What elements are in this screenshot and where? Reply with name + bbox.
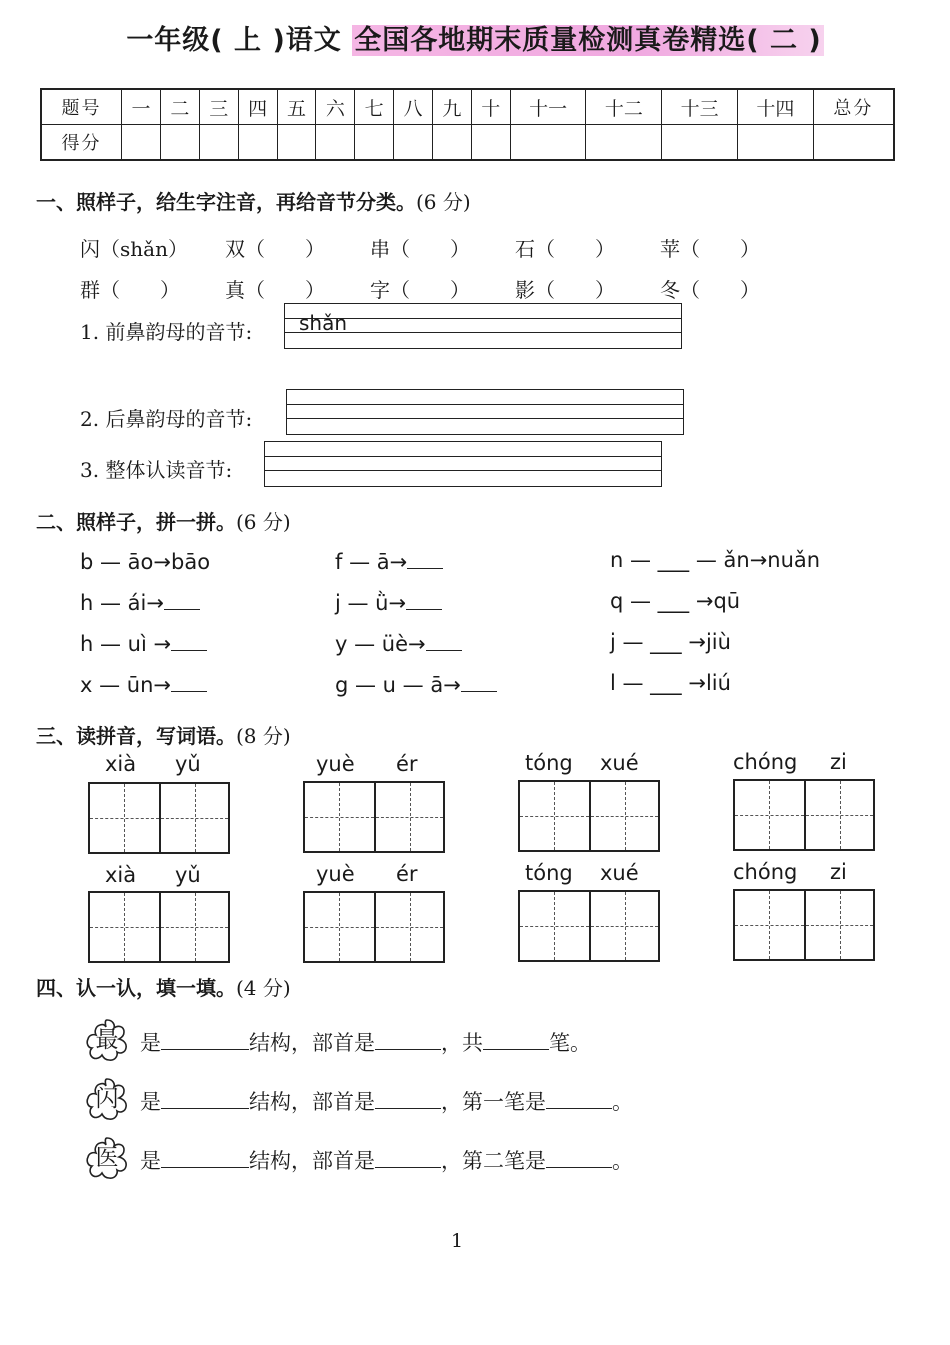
- page-number: 1: [450, 1230, 464, 1252]
- score-input-cell[interactable]: [160, 125, 199, 161]
- answer-blank[interactable]: [375, 1049, 441, 1050]
- pinyin-item[interactable]: [335, 550, 443, 574]
- section2-heading: [36, 506, 291, 535]
- score-input-cell[interactable]: [586, 125, 662, 161]
- pinyin-item[interactable]: [610, 548, 820, 572]
- score-input-cell[interactable]: [662, 125, 738, 161]
- answer-blank[interactable]: [406, 609, 442, 610]
- pinyin-item[interactable]: [610, 671, 731, 695]
- syllable-label: xià: [105, 752, 137, 776]
- score-header-cell: 十一: [510, 89, 586, 125]
- answer-blank[interactable]: [161, 1049, 249, 1050]
- flower-char: 医: [95, 1145, 119, 1171]
- pinyin-text: h — ái→: [80, 591, 164, 615]
- syllable-label: yuè: [316, 752, 355, 776]
- fill-text: 。: [612, 1149, 633, 1173]
- pinyin-item[interactable]: [610, 630, 731, 654]
- fill-text: 结构，部首是: [249, 1031, 375, 1055]
- char-item[interactable]: 冬（ ）: [660, 278, 760, 302]
- answer-blank[interactable]: [407, 568, 443, 569]
- syllable-label: zi: [830, 750, 847, 774]
- flower-char-frame: [84, 1076, 130, 1122]
- q2-label: 2. 后鼻韵母的音节:: [80, 407, 253, 431]
- section4-points: (4 分): [236, 976, 291, 1000]
- score-header-cell: 十三: [662, 89, 738, 125]
- answer-blank[interactable]: [461, 691, 497, 692]
- score-header-cell: 十: [471, 89, 510, 125]
- section1-points: (6 分): [416, 190, 471, 214]
- pinyin-text: q — ___ →qū: [610, 589, 741, 613]
- score-header-cell: 八: [394, 89, 433, 125]
- fill-text: 结构，部首是: [249, 1149, 375, 1173]
- score-header-cell: 十四: [737, 89, 813, 125]
- fill-text: 是: [140, 1149, 161, 1173]
- score-header-cell: 七: [355, 89, 394, 125]
- score-header-cell: 总分: [813, 89, 894, 125]
- flower-char: 最: [95, 1027, 119, 1053]
- score-header-cell: 三: [199, 89, 238, 125]
- score-header-row: [41, 89, 894, 125]
- syllable-label: xué: [600, 751, 639, 775]
- tian-grid[interactable]: [733, 779, 875, 851]
- char-item[interactable]: 苹（ ）: [660, 237, 760, 261]
- section3-heading-text: 三、读拼音，写词语。: [36, 724, 236, 748]
- fill-text: 结构，部首是: [249, 1090, 375, 1114]
- answer-blank[interactable]: [375, 1167, 441, 1168]
- pinyin-item[interactable]: [80, 591, 200, 615]
- q1-writing-lines[interactable]: [284, 303, 682, 349]
- section2-heading-text: 二、照样子，拼一拼。: [36, 510, 236, 534]
- score-header-cell: 四: [238, 89, 277, 125]
- pinyin-item: [80, 550, 210, 574]
- flower-char-frame: [84, 1135, 130, 1181]
- tian-grid[interactable]: [733, 889, 875, 961]
- syllable-label: yǔ: [175, 863, 201, 887]
- q1-example: shǎn: [299, 311, 348, 335]
- fill-text: 。: [612, 1090, 633, 1114]
- q2-writing-lines[interactable]: [286, 389, 684, 435]
- tian-grid[interactable]: [303, 891, 445, 963]
- score-header-cell: 题号: [41, 89, 122, 125]
- score-header-cell: 九: [432, 89, 471, 125]
- pinyin-text: h — uì →: [80, 632, 172, 656]
- syllable-label: xià: [105, 863, 137, 887]
- score-header-cell: 五: [277, 89, 316, 125]
- pinyin-text: j — ___ →jiù: [610, 630, 731, 654]
- section4-heading: [36, 972, 291, 1001]
- syllable-label: chóng: [733, 860, 798, 884]
- answer-blank[interactable]: [546, 1108, 612, 1109]
- pinyin-item[interactable]: [335, 673, 497, 697]
- pinyin-item[interactable]: [335, 632, 462, 656]
- flower-char-frame: [84, 1017, 130, 1063]
- score-input-cell[interactable]: [122, 125, 161, 161]
- pinyin-text: g — u — ā→: [335, 673, 461, 697]
- char-item[interactable]: 群（ ）: [80, 278, 180, 302]
- pinyin-item[interactable]: [80, 673, 207, 697]
- section4-heading-text: 四、认一认，填一填。: [36, 976, 236, 1000]
- char-item[interactable]: 真（ ）: [225, 278, 325, 302]
- pinyin-text: b — āo→bāo: [80, 550, 211, 574]
- fill-text: ，第一笔是: [441, 1090, 546, 1114]
- syllable-label: tóng: [525, 751, 573, 775]
- score-input-cell[interactable]: [394, 125, 433, 161]
- score-table: [40, 88, 895, 161]
- answer-blank[interactable]: [161, 1167, 249, 1168]
- syllable-label: tóng: [525, 861, 573, 885]
- syllable-label: yǔ: [175, 752, 201, 776]
- tian-grid[interactable]: [303, 781, 445, 853]
- score-input-cell[interactable]: [238, 125, 277, 161]
- section1-heading: [36, 186, 471, 215]
- score-input-cell[interactable]: [813, 125, 894, 161]
- char-item[interactable]: 双（ ）: [225, 237, 325, 261]
- answer-blank[interactable]: [546, 1167, 612, 1168]
- fill-row: [140, 1027, 591, 1057]
- score-header-cell: 二: [160, 89, 199, 125]
- section3-heading: [36, 720, 291, 749]
- pinyin-text: n — ___ — ǎn→nuǎn: [610, 548, 821, 572]
- q3-label: 3. 整体认读音节:: [80, 458, 233, 482]
- answer-blank[interactable]: [426, 650, 462, 651]
- syllable-label: xué: [600, 861, 639, 885]
- pinyin-item[interactable]: [335, 591, 442, 615]
- fill-text: 是: [140, 1090, 161, 1114]
- answer-blank[interactable]: [171, 691, 207, 692]
- section1-heading-text: 一、照样子，给生字注音，再给音节分类。: [36, 190, 416, 214]
- score-input-cell[interactable]: [355, 125, 394, 161]
- score-input-cell[interactable]: [471, 125, 510, 161]
- pinyin-text: j — ǜ→: [335, 591, 407, 615]
- q3-writing-lines[interactable]: [264, 441, 662, 487]
- pinyin-text: x — ūn→: [80, 673, 171, 697]
- score-header-cell: 一: [122, 89, 161, 125]
- fill-text: 是: [140, 1031, 161, 1055]
- fill-text: 笔。: [549, 1031, 591, 1055]
- syllable-label: chóng: [733, 750, 798, 774]
- title-highlight: 全国各地期末质量检测真卷精选( 二 ): [354, 25, 822, 56]
- q1-label: 1. 前鼻韵母的音节:: [80, 320, 253, 344]
- pinyin-item[interactable]: [610, 589, 740, 613]
- syllable-label: ér: [396, 752, 418, 776]
- score-input-cell[interactable]: [432, 125, 471, 161]
- fill-row: [140, 1145, 633, 1175]
- pinyin-text: l — ___ →liú: [610, 671, 731, 695]
- score-input-cell[interactable]: [737, 125, 813, 161]
- answer-blank[interactable]: [161, 1108, 249, 1109]
- page-title: [0, 18, 950, 57]
- char-item: 闪（shǎn）: [80, 237, 188, 261]
- answer-blank[interactable]: [164, 609, 200, 610]
- section3-points: (8 分): [236, 724, 291, 748]
- syllable-label: ér: [396, 862, 418, 886]
- title-prefix: 一年级( 上 )语文: [126, 25, 353, 56]
- pinyin-text: y — üè→: [335, 632, 426, 656]
- pinyin-item[interactable]: [80, 632, 207, 656]
- fill-text: ，共: [441, 1031, 483, 1055]
- pinyin-text: f — ā→: [335, 550, 408, 574]
- score-input-cell[interactable]: [510, 125, 586, 161]
- score-input-cell[interactable]: [316, 125, 355, 161]
- tian-grid[interactable]: [518, 890, 660, 962]
- score-value-row: [41, 125, 894, 161]
- flower-char: 闪: [95, 1086, 119, 1112]
- score-header-cell: 六: [316, 89, 355, 125]
- score-header-cell: 十二: [586, 89, 662, 125]
- answer-blank[interactable]: [171, 650, 207, 651]
- score-input-cell[interactable]: [277, 125, 316, 161]
- score-row-label: 得分: [41, 125, 122, 161]
- fill-text: ，第二笔是: [441, 1149, 546, 1173]
- score-input-cell[interactable]: [199, 125, 238, 161]
- tian-grid[interactable]: [88, 782, 230, 854]
- section2-points: (6 分): [236, 510, 291, 534]
- tian-grid[interactable]: [88, 891, 230, 963]
- tian-grid[interactable]: [518, 780, 660, 852]
- char-item[interactable]: 影（ ）: [515, 278, 615, 302]
- syllable-label: yuè: [316, 862, 355, 886]
- char-item[interactable]: 字（ ）: [370, 278, 470, 302]
- fill-row: [140, 1086, 633, 1116]
- answer-blank[interactable]: [483, 1049, 549, 1050]
- char-item[interactable]: 石（ ）: [515, 237, 615, 261]
- syllable-label: zi: [830, 860, 847, 884]
- answer-blank[interactable]: [375, 1108, 441, 1109]
- char-item[interactable]: 串（ ）: [370, 237, 470, 261]
